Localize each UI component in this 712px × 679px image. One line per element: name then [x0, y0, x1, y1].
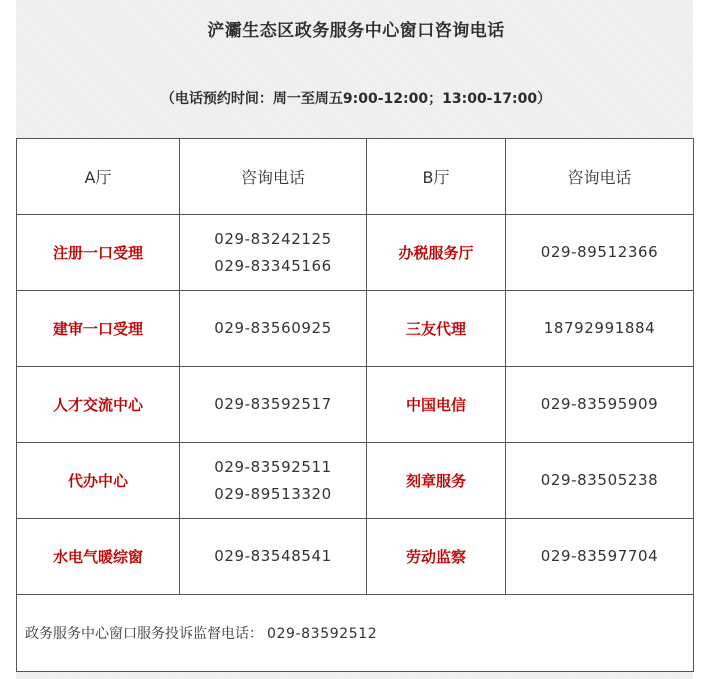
- hall-a-phone-cell: [180, 519, 367, 595]
- table-row: [17, 291, 694, 367]
- hall-b-service: 刻章服务: [367, 443, 506, 519]
- phone-number[interactable]: 18792991884: [543, 319, 656, 337]
- complaint-label: 政务服务中心窗口服务投诉监督电话：: [25, 626, 263, 642]
- hall-a-service: 代办中心: [17, 443, 180, 519]
- hall-b-phone-cell: [506, 291, 694, 367]
- phone-number[interactable]: 029-89513320: [214, 484, 332, 503]
- table-header-row: [17, 139, 694, 215]
- table-row: [17, 215, 694, 291]
- table-row: [17, 519, 694, 595]
- hall-b-phone-cell: [506, 215, 694, 291]
- hall-a-service: 水电气暖综窗: [17, 519, 180, 595]
- complaint-phone-number[interactable]: 029-83592512: [267, 626, 378, 642]
- phone-number[interactable]: 029-89512366: [540, 243, 659, 261]
- table-row: [17, 443, 694, 519]
- phone-number[interactable]: 029-83242125: [214, 229, 332, 248]
- contact-table: [16, 138, 694, 672]
- phone-number[interactable]: 029-83592517: [214, 395, 332, 413]
- phone-number[interactable]: 029-83560925: [214, 319, 332, 337]
- hall-b-service: 办税服务厅: [367, 215, 506, 291]
- phone-number[interactable]: 029-83597704: [540, 547, 659, 565]
- hall-a-phone-cell: [180, 215, 367, 291]
- column-header-hall-b: B厅: [367, 139, 506, 215]
- complaint-cell: [17, 595, 694, 672]
- hall-b-phone-cell: [506, 519, 694, 595]
- appointment-hours: （电话预约时间：周一至周五9:00-12:00；13:00-17:00）: [160, 91, 552, 107]
- column-header-hall-a: A厅: [17, 139, 180, 215]
- phone-number[interactable]: 029-83595909: [540, 395, 659, 413]
- phone-number[interactable]: 029-83345166: [214, 256, 332, 275]
- hall-a-service: 建审一口受理: [17, 291, 180, 367]
- hall-a-service: 注册一口受理: [17, 215, 180, 291]
- column-header-phone-b: 咨询电话: [506, 139, 694, 215]
- column-header-phone-a: 咨询电话: [180, 139, 367, 215]
- hall-a-phone-cell: [180, 291, 367, 367]
- hall-b-phone-cell: [506, 367, 694, 443]
- complaint-row: [17, 595, 694, 672]
- hall-b-service: 劳动监察: [367, 519, 506, 595]
- phone-number[interactable]: 029-83592511: [214, 457, 332, 476]
- hall-b-service: 中国电信: [367, 367, 506, 443]
- page-title: 浐灞生态区政务服务中心窗口咨询电话: [207, 21, 505, 41]
- hall-a-phone-cell: [180, 367, 367, 443]
- hall-b-service: 三友代理: [367, 291, 506, 367]
- hall-a-service: 人才交流中心: [17, 367, 180, 443]
- hall-b-phone-cell: [506, 443, 694, 519]
- hall-a-phone-cell: [180, 443, 367, 519]
- phone-number[interactable]: 029-83505238: [540, 471, 659, 489]
- phone-number[interactable]: 029-83548541: [214, 547, 332, 565]
- table-row: [17, 367, 694, 443]
